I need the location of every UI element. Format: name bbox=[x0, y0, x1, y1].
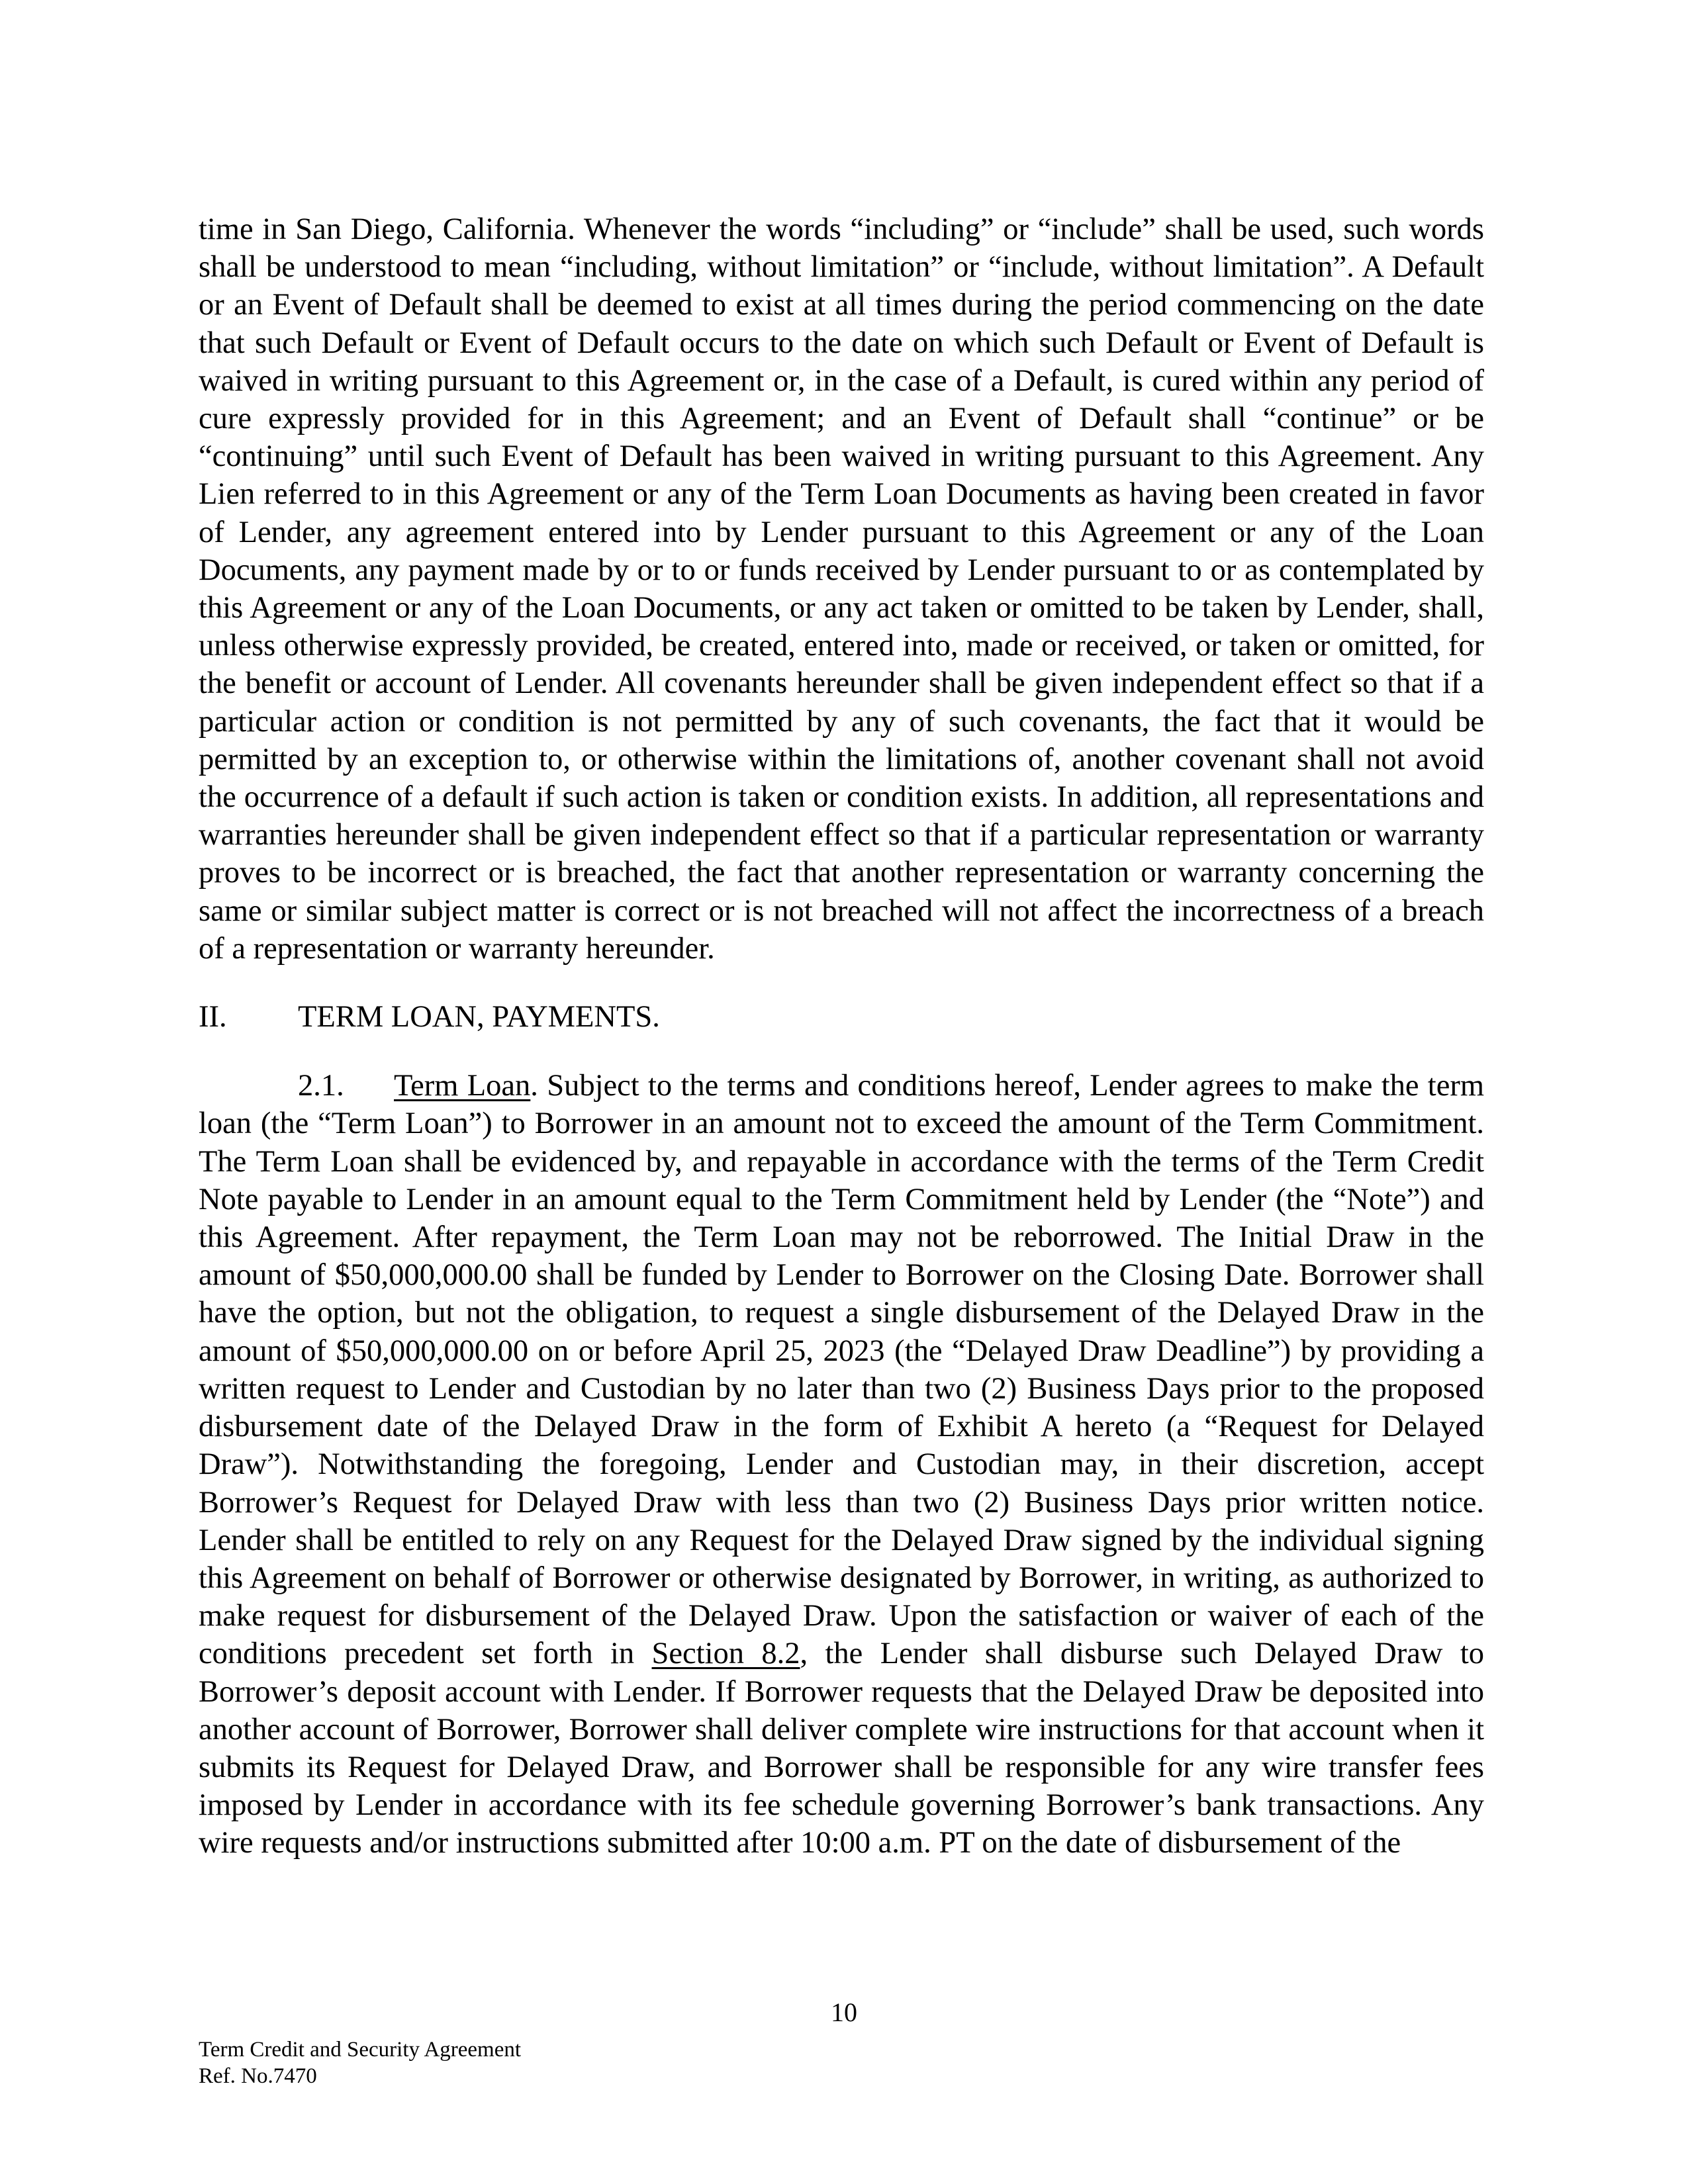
page-number: 10 bbox=[831, 1997, 857, 2027]
article-heading bbox=[199, 998, 1484, 1036]
article-title: TERM LOAN, PAYMENTS. bbox=[298, 1000, 660, 1034]
footer-ref-number: Ref. No.7470 bbox=[199, 2064, 317, 2088]
section-2-1-paragraph bbox=[199, 1067, 1484, 1862]
section-text-b: , the Lender shall disburse such Delayed Draw to Borrower’s deposit account with Lender. If Borrower requests that the Delayed Draw be deposited into another account of Borrower, Borrower shall deliver complete wire instructions for that account when it submits its Request for Delayed Draw, and Borrower shall be responsible for any wire transfer fees imposed by Lender in accordance with its fee schedule governing Borrower’s bank transactions. Any wire requests and/or instructions submitted after 10:00 a.m. PT on the date of disbursement of the bbox=[199, 1637, 1485, 1860]
intro-paragraph: time in San Diego, California. Whenever the words “including” or “include” shall be used, such words shall be understood to mean “including, without limitation” or “include, without limitation”. A Default or an Event of Default shall be deemed to exist at all times during the period commencing on the date that such Default or Event of Default occurs to the date on which such Default or Event of Default is waived in writing pursuant to this Agreement or, in the case of a Default, is cured within any period of cure expressly provided for in this Agreement; and an Event of Default shall “continue” or be “continuing” until such Event of Default has been waived in writing pursuant to this Agreement. Any Lien referred to in this Agreement or any of the Term Loan Documents as having been created in favor of Lender, any agreement entered into by Lender pursuant to this Agreement or any of the Loan Documents, any payment made by or to or funds received by Lender pursuant to or as contemplated by this Agreement or any of the Loan Documents, or any act taken or omitted to be taken by Lender, shall, unless otherwise expressly provided, be created, entered into, made or received, or taken or omitted, for the benefit or account of Lender. All covenants hereunder shall be given independent effect so that if a particular action or condition is not permitted by any of such covenants, the fact that it would be permitted by an exception to, or otherwise within the limitations of, another covenant shall not avoid the occurrence of a default if such action is taken or condition exists. In addition, all representations and warranties hereunder shall be given independent effect so that if a particular representation or warranty proves to be incorrect or is breached, the fact that another representation or warranty concerning the same or similar subject matter is correct or is not breached will not affect the incorrectness of a breach of a representation or warranty hereunder. bbox=[199, 212, 1484, 966]
footer-doc-title: Term Credit and Security Agreement bbox=[199, 2038, 522, 2062]
section-heading: Term Loan bbox=[394, 1069, 531, 1103]
section-text-a: . Subject to the terms and conditions hereof, Lender agrees to make the term loan (the “Term Loan”) to Borrower in an amount not to exceed the amount of the Term Commitment. The Term Loan shall be evidenced by, and repayable in accordance with the terms of the Term Credit Note payable to Lender in an amount equal to the Term Commitment held by Lender (the “Note”) and this Agreement. After repayment, the Term Loan may not be reborrowed. The Initial Draw in the amount of $50,000,000.00 shall be funded by Lender to Borrower on the Closing Date. Borrower shall have the option, but not the obligation, to request a single disbursement of the Delayed Draw in the amount of $50,000,000.00 on or before April 25, 2023 (the “Delayed Draw Deadline”) by providing a written request to Lender and Custodian by no later than two (2) Business Days prior to the proposed disbursement date of the Delayed Draw in the form of Exhibit A hereto (a “Request for Delayed Draw”). Notwithstanding the foregoing, Lender and Custodian may, in their discretion, accept Borrower’s Request for Delayed Draw with less than two (2) Business Days prior written notice. Lender shall be entitled to rely on any Request for the Delayed Draw signed by the individual signing this Agreement on behalf of Borrower or otherwise designated by Borrower, in writing, as authorized to make request for disbursement of the Delayed Draw. Upon the satisfaction or waiver of each of the conditions precedent set forth in bbox=[199, 1069, 1484, 1671]
footer-doc-info bbox=[199, 2036, 521, 2089]
article-number: II. bbox=[199, 1000, 227, 1034]
page-body bbox=[199, 210, 1484, 1862]
section-number: 2.1. bbox=[298, 1069, 344, 1103]
section-8-2-reference: Section 8.2 bbox=[651, 1637, 800, 1671]
